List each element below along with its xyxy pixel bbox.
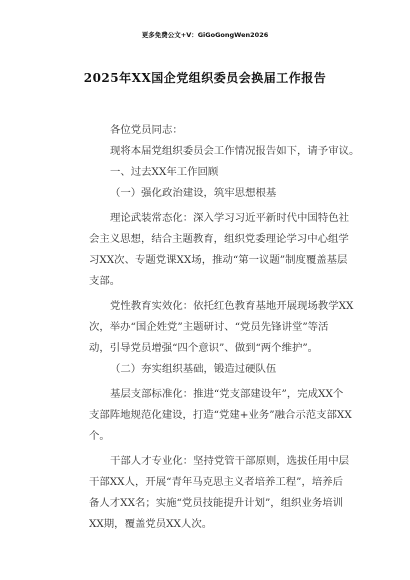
subsection-heading: （一）强化政治建设，筑牢思想根基 [110, 187, 277, 199]
salutation: 各位党员同志： [110, 124, 183, 136]
document-body [89, 120, 360, 535]
paragraph-line: 干部人才专业化：坚持党管干部原则，选拔任用中层 [110, 455, 349, 467]
paragraph-line: 会主义思想，结合主题教育，组织党委理论学习中心组学 [89, 233, 349, 245]
paragraph-line: 党性教育实效化：依托红色教育基地开展现场教学XX [110, 300, 354, 312]
paragraph-line: 支部。 [89, 275, 121, 287]
paragraph-branch [89, 384, 352, 447]
paragraph-party-education [89, 296, 352, 359]
paragraph-line: 理论武装常态化：深入学习习近平新时代中国特色社 [110, 212, 349, 224]
paragraph-line: 备人才XX名；实施“党员技能提升计划”，组织业务培训 [89, 497, 344, 509]
paragraph-cadre [89, 451, 352, 535]
paragraph-theory [89, 208, 352, 292]
paragraph-line: 基层支部标准化：推进“党支部建设年”，完成XX个 [110, 388, 344, 400]
paragraph-line: 支部阵地规范化建设，打造“党建+业务”融合示范支部XX [89, 409, 352, 421]
subsection-heading: （二）夯实组织基础，锻造过硬队伍 [110, 363, 277, 375]
paragraph-line: 次，举办“国企姓党”主题研讨、“党员先锋讲堂”等活 [89, 321, 329, 333]
paragraph-line: 个。 [89, 430, 110, 442]
paragraph-line: XX期，覆盖党员XX人次。 [89, 518, 213, 530]
header-note: 更多免费公文+V：GiGoGongWen2026 [141, 31, 269, 39]
section-heading: 一、过去XX年工作回顾 [110, 166, 219, 178]
paragraph-line: 干部XX人，开展“青年马克思主义者培养工程”，培养后 [89, 476, 344, 488]
paragraph-line: 动，引导党员增强“四个意识”、做到“两个维护”。 [89, 342, 319, 354]
intro-paragraph: 现将本届党组织委员会工作情况报告如下，请予审议。 [110, 145, 360, 157]
paragraph-line: 习XX次、专题党课XX场，推动“第一议题”制度覆盖基层 [89, 254, 348, 266]
document-title: 2025年XX国企党组织委员会换届工作报告 [83, 71, 327, 85]
